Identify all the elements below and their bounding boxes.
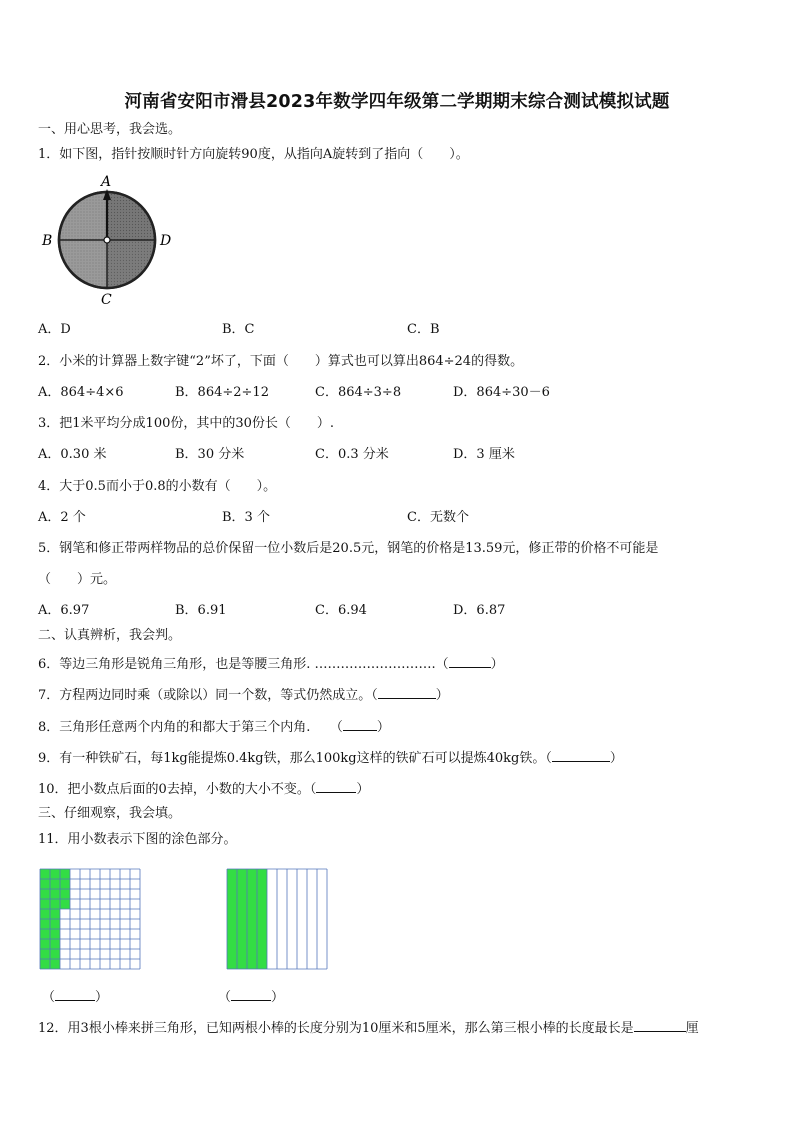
shaded-cell bbox=[50, 899, 60, 909]
shaded-cell bbox=[50, 919, 60, 929]
q11-answer-2 bbox=[218, 988, 284, 1006]
answer-blank[interactable] bbox=[316, 780, 356, 793]
label-b: B bbox=[42, 233, 53, 249]
shaded-cell bbox=[60, 899, 70, 909]
question-6-text: 6．等边三角形是锐角三角形，也是等腰三角形. ……………………….（ bbox=[38, 657, 449, 672]
question-12-text: 12．用3根小棒来拼三角形，已知两根小棒的长度分别为10厘米和5厘米，那么第三根小棒的长度最长是 bbox=[38, 1021, 634, 1036]
shaded-cell bbox=[50, 869, 60, 879]
question-4: 4．大于0.5而小于0.8的小数有（ ）。 bbox=[38, 479, 277, 494]
shaded-strip bbox=[237, 869, 247, 969]
section-1-heading: 一、用心思考，我会选。 bbox=[38, 122, 182, 137]
shaded-cell bbox=[40, 879, 50, 889]
question-9-text: 9．有一种铁矿石，每1kg能提炼0.4kg铁，那么100kg这样的铁矿石可以提炼40kg铁。（ bbox=[38, 751, 552, 766]
question-1: 1．如下图，指针按顺时针方向旋转90度，从指向A旋转到了指向（ ）。 bbox=[38, 147, 469, 162]
section-3-heading: 三、仔细观察，我会填。 bbox=[38, 806, 182, 821]
q5-option-d: D．6.87 bbox=[453, 603, 506, 618]
label-c: C bbox=[101, 292, 112, 308]
q11-answer-1 bbox=[42, 988, 108, 1006]
q5-option-a: A．6.97 bbox=[38, 603, 90, 618]
paren-close: ） bbox=[95, 990, 109, 1005]
paren-close: ） bbox=[376, 720, 390, 735]
answer-blank[interactable] bbox=[634, 1019, 686, 1032]
answer-blank[interactable] bbox=[449, 655, 491, 668]
shaded-cell bbox=[60, 879, 70, 889]
shaded-strip bbox=[227, 869, 237, 969]
paren-open: （ bbox=[42, 990, 56, 1005]
answer-blank[interactable] bbox=[378, 686, 436, 699]
shaded-cell bbox=[50, 959, 60, 969]
shaded-cell bbox=[50, 889, 60, 899]
paren-close: ） bbox=[435, 688, 449, 703]
question-6 bbox=[38, 655, 504, 673]
question-5-continued: （ ）元。 bbox=[38, 572, 117, 587]
shaded-cell bbox=[50, 929, 60, 939]
page-title: 河南省安阳市滑县2023年数学四年级第二学期期末综合测试模拟试题 bbox=[124, 92, 670, 112]
question-7 bbox=[38, 686, 449, 704]
shaded-cell bbox=[40, 949, 50, 959]
paren-close: ） bbox=[356, 782, 370, 797]
question-5: 5．钢笔和修正带两样物品的总价保留一位小数后是20.5元，钢笔的价格是13.59元，修正带的价格不可能是 bbox=[38, 541, 659, 556]
paren-close: ） bbox=[490, 657, 504, 672]
q1-option-a: A．D bbox=[38, 322, 71, 337]
question-9 bbox=[38, 749, 623, 767]
shaded-cell bbox=[40, 919, 50, 929]
shaded-cell bbox=[40, 959, 50, 969]
q4-option-b: B．3 个 bbox=[222, 510, 270, 525]
shaded-cell bbox=[50, 939, 60, 949]
q2-option-d: D．864÷30－6 bbox=[453, 385, 550, 400]
section-2-heading: 二、认真辨析，我会判。 bbox=[38, 628, 182, 643]
compass-center bbox=[104, 237, 110, 243]
shaded-cell bbox=[60, 889, 70, 899]
question-10-text: 10．把小数点后面的0去掉，小数的大小不变。（ bbox=[38, 782, 317, 797]
paren-open: （ bbox=[218, 990, 232, 1005]
shaded-cell bbox=[40, 929, 50, 939]
shaded-cell bbox=[40, 869, 50, 879]
q3-option-d: D．3 厘米 bbox=[453, 447, 515, 462]
q3-option-c: C．0.3 分米 bbox=[315, 447, 389, 462]
answer-blank[interactable] bbox=[343, 718, 377, 731]
q1-option-b: B．C bbox=[222, 322, 255, 337]
question-11: 11．用小数表示下图的涂色部分。 bbox=[38, 832, 237, 847]
shaded-cell bbox=[40, 939, 50, 949]
question-10 bbox=[38, 780, 369, 798]
paren-close: ） bbox=[609, 751, 623, 766]
answer-blank[interactable] bbox=[552, 749, 610, 762]
answer-blank[interactable] bbox=[55, 988, 95, 1001]
question-8-text: 8．三角形任意两个内角的和都大于第三个内角. （ bbox=[38, 720, 343, 735]
shaded-cell bbox=[40, 889, 50, 899]
shaded-cell bbox=[50, 879, 60, 889]
shaded-cell bbox=[60, 869, 70, 879]
question-8 bbox=[38, 718, 390, 736]
q3-option-a: A．0.30 米 bbox=[38, 447, 107, 462]
grid-figure-1 bbox=[38, 867, 142, 971]
label-d: D bbox=[160, 233, 172, 249]
q3-option-b: B．30 分米 bbox=[175, 447, 245, 462]
q4-option-a: A．2 个 bbox=[38, 510, 86, 525]
shaded-cell bbox=[50, 949, 60, 959]
q2-option-c: C．864÷3÷8 bbox=[315, 385, 402, 400]
shaded-cell bbox=[40, 909, 50, 919]
question-12 bbox=[38, 1019, 699, 1037]
q1-option-c: C．B bbox=[407, 322, 440, 337]
unit-text: 厘 bbox=[685, 1021, 699, 1036]
paren-close: ） bbox=[271, 990, 285, 1005]
q4-option-c: C．无数个 bbox=[407, 510, 469, 525]
shaded-cell bbox=[40, 899, 50, 909]
answer-blank[interactable] bbox=[231, 988, 271, 1001]
question-2: 2．小米的计算器上数字键“2”坏了，下面（ ）算式也可以算出864÷24的得数。 bbox=[38, 354, 524, 369]
question-7-text: 7．方程两边同时乘（或除以）同一个数，等式仍然成立。（ bbox=[38, 688, 378, 703]
grid-figure-2 bbox=[225, 867, 329, 971]
question-3: 3．把1米平均分成100份，其中的30份长（ ）. bbox=[38, 416, 335, 431]
label-a: A bbox=[101, 174, 112, 190]
q5-option-b: B．6.91 bbox=[175, 603, 227, 618]
q2-option-a: A．864÷4×6 bbox=[38, 385, 124, 400]
shaded-strip bbox=[257, 869, 267, 969]
shaded-strip bbox=[247, 869, 257, 969]
compass-figure bbox=[38, 172, 178, 312]
q2-option-b: B．864÷2÷12 bbox=[175, 385, 269, 400]
q5-option-c: C．6.94 bbox=[315, 603, 367, 618]
shaded-cell bbox=[50, 909, 60, 919]
